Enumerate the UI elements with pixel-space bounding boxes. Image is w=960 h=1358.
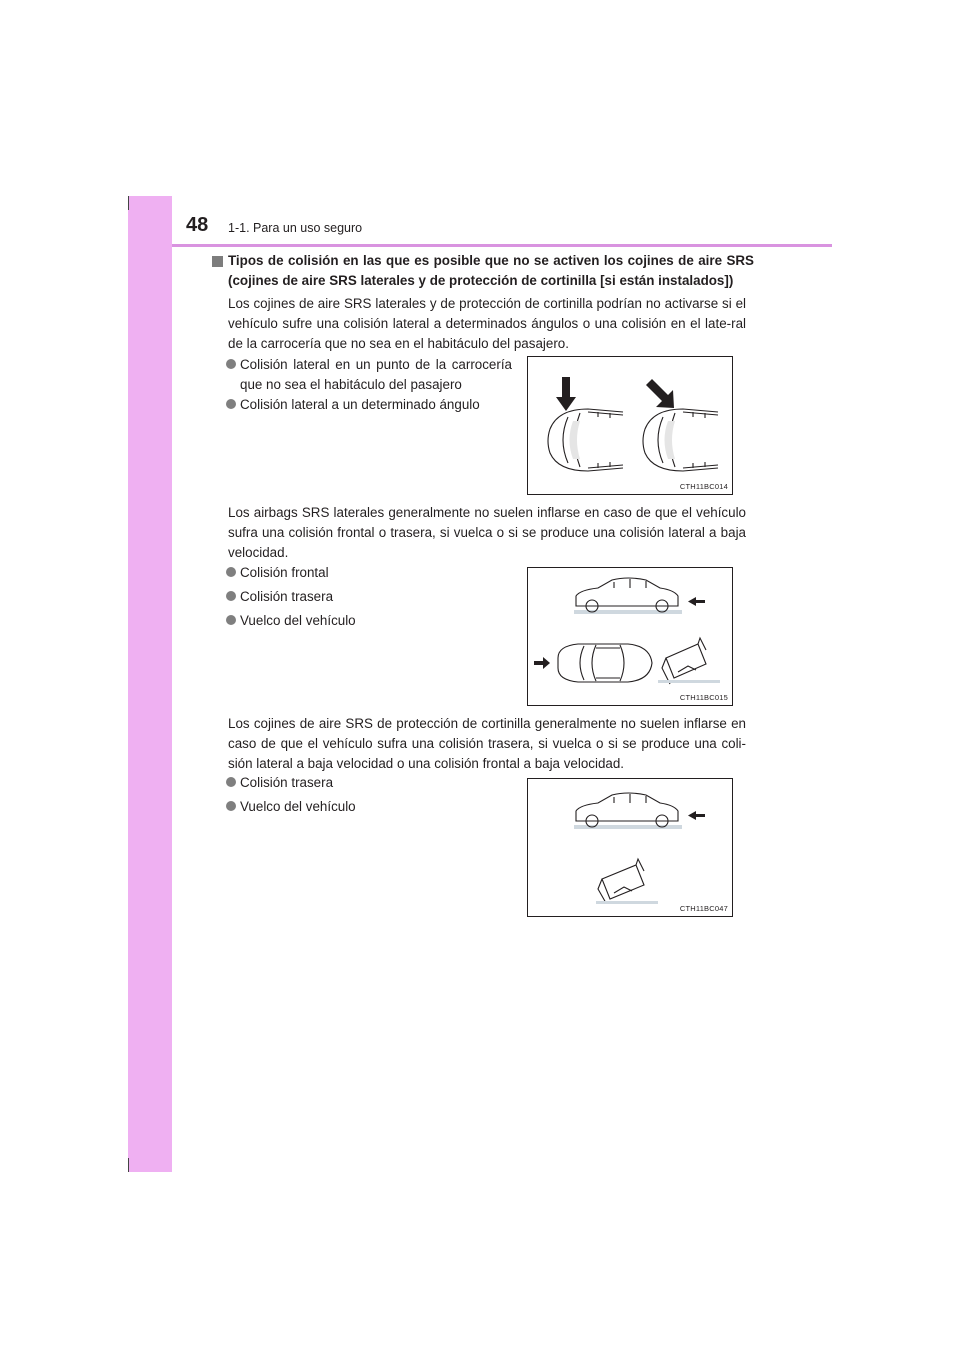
bullet-dot-icon (226, 399, 236, 409)
bullet-text: Colisión lateral en un punto de la carrocería (240, 357, 512, 372)
figure-code: CTH11BC015 (679, 693, 728, 702)
chapter-sidebar-tab (128, 196, 172, 1172)
bullet-dot-icon (226, 591, 236, 601)
bullet-text: Colisión lateral a un determinado ángulo (240, 397, 480, 412)
bullet-dot-icon (226, 777, 236, 787)
bullet-item (226, 797, 356, 817)
heading-square-icon (212, 256, 223, 267)
page-number: 48 (186, 214, 209, 236)
bullet-text: Colisión trasera (240, 775, 334, 790)
bullet-item (226, 611, 356, 631)
bullet-item (226, 563, 329, 583)
intro-paragraph: Los cojines de aire SRS laterales y de protección de cortinilla podrían no activarse si el vehículo sufre una colisión lateral a determinados ángulos o una colisión en el late-ral de la carrocería que no sea en el habitáculo del pasajero. (228, 296, 746, 351)
bullet-dot-icon (226, 615, 236, 625)
section-heading: Tipos de colisión en las que es posible que no se activen los cojines de aire SRS (cojines de aire SRS laterales y de protección de cortinilla [si están instalados]) (228, 253, 754, 288)
paragraph: Los airbags SRS laterales generalmente no suelen inflarse en caso de que el vehículo sufra una colisión frontal o trasera, si vuelca o si se produce una colisión lateral a baja velocidad. (228, 505, 746, 560)
paragraph: Los cojines de aire SRS de protección de cortinilla generalmente no suelen inflarse en caso de que el vehículo sufra una colisión trasera, si vuelca o si se produce una coli-sión lateral a baja velocidad o una colisión frontal a baja velocidad. (228, 716, 746, 771)
side-collision-illustration (528, 357, 734, 496)
header-divider (172, 244, 832, 247)
bullet-text: Vuelco del vehículo (240, 613, 356, 628)
bullet-dot-icon (226, 801, 236, 811)
crop-mark (128, 1158, 129, 1172)
side-collision-figure (527, 356, 733, 495)
section-breadcrumb: 1-1. Para un uso seguro (228, 221, 363, 235)
figure-code: CTH11BC047 (679, 904, 728, 913)
bullet-item (226, 587, 333, 607)
bullet-item (226, 395, 480, 415)
impact-arrow-icon (556, 377, 674, 411)
rear-rollover-illustration (528, 779, 734, 918)
impact-arrow-icon (688, 811, 705, 820)
bullet-dot-icon (226, 567, 236, 577)
impact-arrow-icon (534, 597, 705, 669)
bullet-text: Colisión frontal (240, 565, 329, 580)
figure-code: CTH11BC014 (679, 482, 728, 491)
crop-mark (128, 196, 129, 210)
frontal-rear-rollover-illustration (528, 568, 734, 707)
frontal-rear-rollover-figure (527, 567, 733, 706)
bullet-text: Colisión trasera (240, 589, 334, 604)
bullet-item (226, 355, 512, 395)
rear-rollover-figure (527, 778, 733, 917)
bullet-text: Vuelco del vehículo (240, 799, 356, 814)
bullet-item (226, 773, 333, 793)
bullet-dot-icon (226, 359, 236, 369)
bullet-text-continued: que no sea el habitáculo del pasajero (240, 377, 462, 392)
